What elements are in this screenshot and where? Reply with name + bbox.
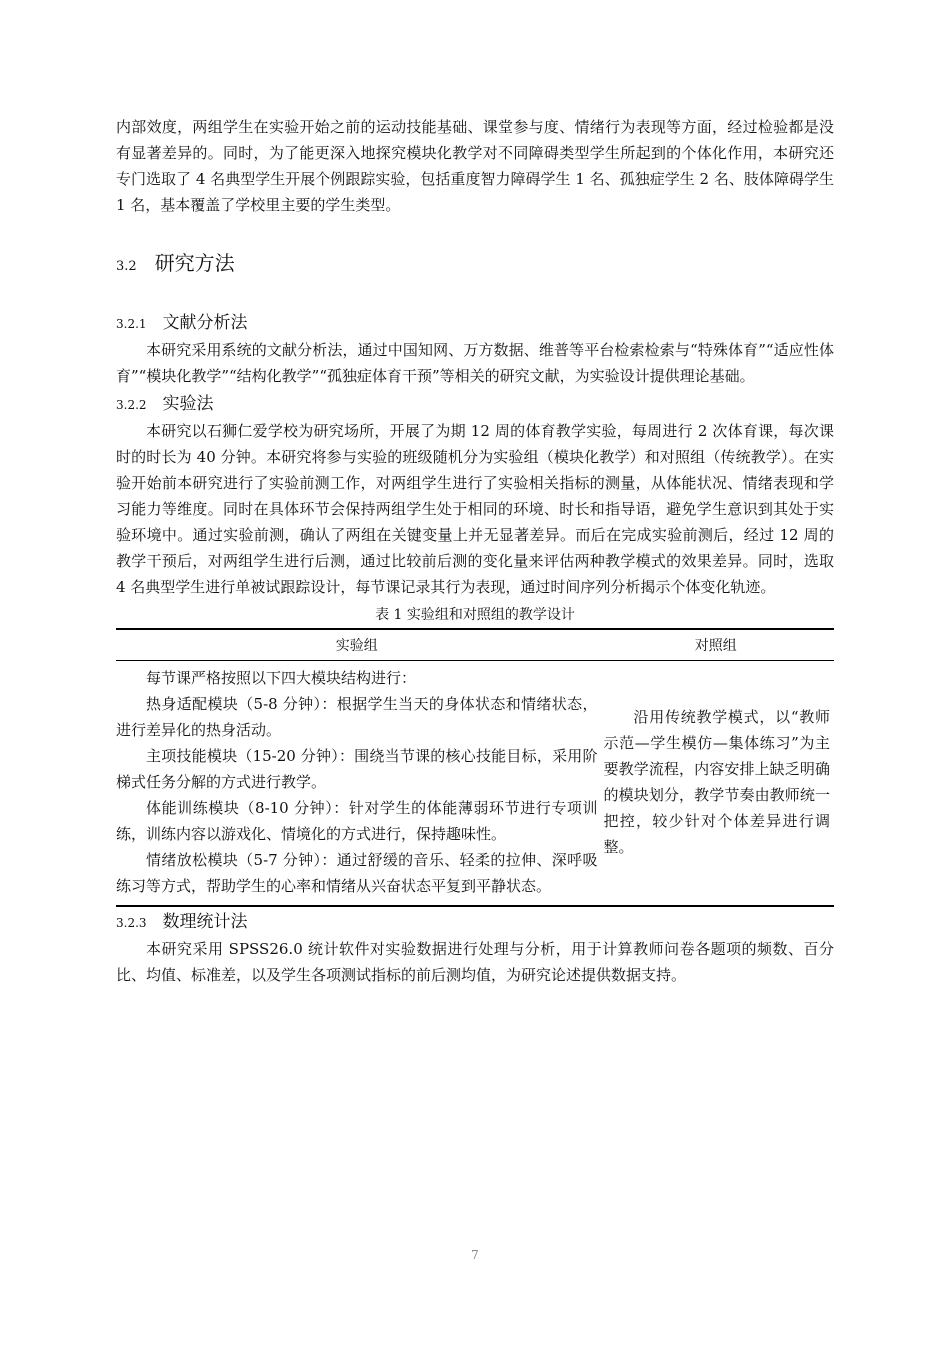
subsection-title: 数理统计法 [162,912,248,932]
table-header-row [116,629,834,661]
subsection-title: 实验法 [162,394,214,414]
subsection-title: 文献分析法 [162,313,248,333]
subsection-number: 3.2.2 [116,398,147,412]
experimental-group-cell [116,661,598,907]
paragraph-literature: 本研究采用系统的文献分析法，通过中国知网、万方数据、维普等平台检索检索与“特殊体育”“适应性体育”“模块化教学”“结构化教学”“孤独症体育干预”等相关的研究文献，为实验设计提供理论基础。 [116,341,834,385]
control-group-text: 沿用传统教学模式，以“教师示范—学生模仿—集体练习”为主要教学流程，内容安排上缺乏明确的模块划分，教学节奏由教师统一把控，较少针对个体差异进行调整。 [603,708,830,856]
control-group-cell [598,661,834,907]
subsection-number: 3.2.1 [116,317,147,331]
header-control-group: 对照组 [598,629,834,661]
module-fitness: 体能训练模块（8-10 分钟）：针对学生的体能薄弱环节进行专项训练，训练内容以游戏化、情境化的方式进行，保持趣味性。 [116,799,598,843]
paragraph-statistics: 本研究采用 SPSS26.0 统计软件对实验数据进行处理与分析，用于计算教师问卷各题项的频数、百分比、均值、标准差，以及学生各项测试指标的前后测均值，为研究论述提供数据支持。 [116,940,834,984]
page-content [116,114,834,988]
subsection-heading-3-2-3 [116,909,834,936]
module-warmup: 热身适配模块（5-8 分钟）：根据学生当天的身体状态和情绪状态，进行差异化的热身活动。 [116,695,598,739]
paragraph-top: 内部效度，两组学生在实验开始之前的运动技能基础、课堂参与度、情绪行为表现等方面，经过检验都是没有显著差异的。同时，为了能更深入地探究模块化教学对不同障碍类型学生所起到的个体化作用，本研究还专门选取了 4 名典型学生开展个例跟踪实验，包括重度智力障碍学生 1 名、孤独症学生 2 名、肢体障碍学生 1 名，基本覆盖了学校里主要的学生类型。 [116,118,834,214]
module-intro: 每节课严格按照以下四大模块结构进行： [146,669,417,687]
module-relax: 情绪放松模块（5-7 分钟）：通过舒缓的音乐、轻柔的拉伸、深呼吸练习等方式，帮助学生的心率和情绪从兴奋状态平复到平静状态。 [116,851,598,895]
header-experimental-group: 实验组 [116,629,598,661]
page-number: 7 [471,1248,479,1262]
module-skill: 主项技能模块（15-20 分钟）：围绕当节课的核心技能目标，采用阶梯式任务分解的方式进行教学。 [116,747,598,791]
section-number: 3.2 [116,259,137,274]
section-heading-3-2 [116,248,834,282]
subsection-heading-3-2-2 [116,391,834,418]
table-row [116,661,834,907]
table-caption: 表 1 实验组和对照组的教学设计 [375,607,575,623]
subsection-number: 3.2.3 [116,916,147,930]
paragraph-experiment: 本研究以石狮仁爱学校为研究场所，开展了为期 12 周的体育教学实验，每周进行 2 次体育课，每次课时的时长为 40 分钟。本研究将参与实验的班级随机分为实验组（模块化教学）和对照组（传统教学）。在实验开始前本研究进行了实验前测工作，对两组学生进行了实验相关指标的测量，从体能状况、情绪表现和学习能力等维度。同时在具体环节会保持两组学生处于相同的环境、时长和指导语，避免学生意识到其处于实验环境中。通过实验前测，确认了两组在关键变量上并无显著差异。而后在完成实验前测后，经过 12 周的教学干预后，对两组学生进行后测，通过比较前后测的变化量来评估两种教学模式的效果差异。同时，选取 4 名典型学生进行单被试跟踪设计，每节课记录其行为表现，通过时间序列分析揭示个体变化轨迹。 [116,422,834,596]
teaching-design-table [116,628,834,907]
subsection-heading-3-2-1 [116,310,834,337]
section-title: 研究方法 [154,251,235,275]
